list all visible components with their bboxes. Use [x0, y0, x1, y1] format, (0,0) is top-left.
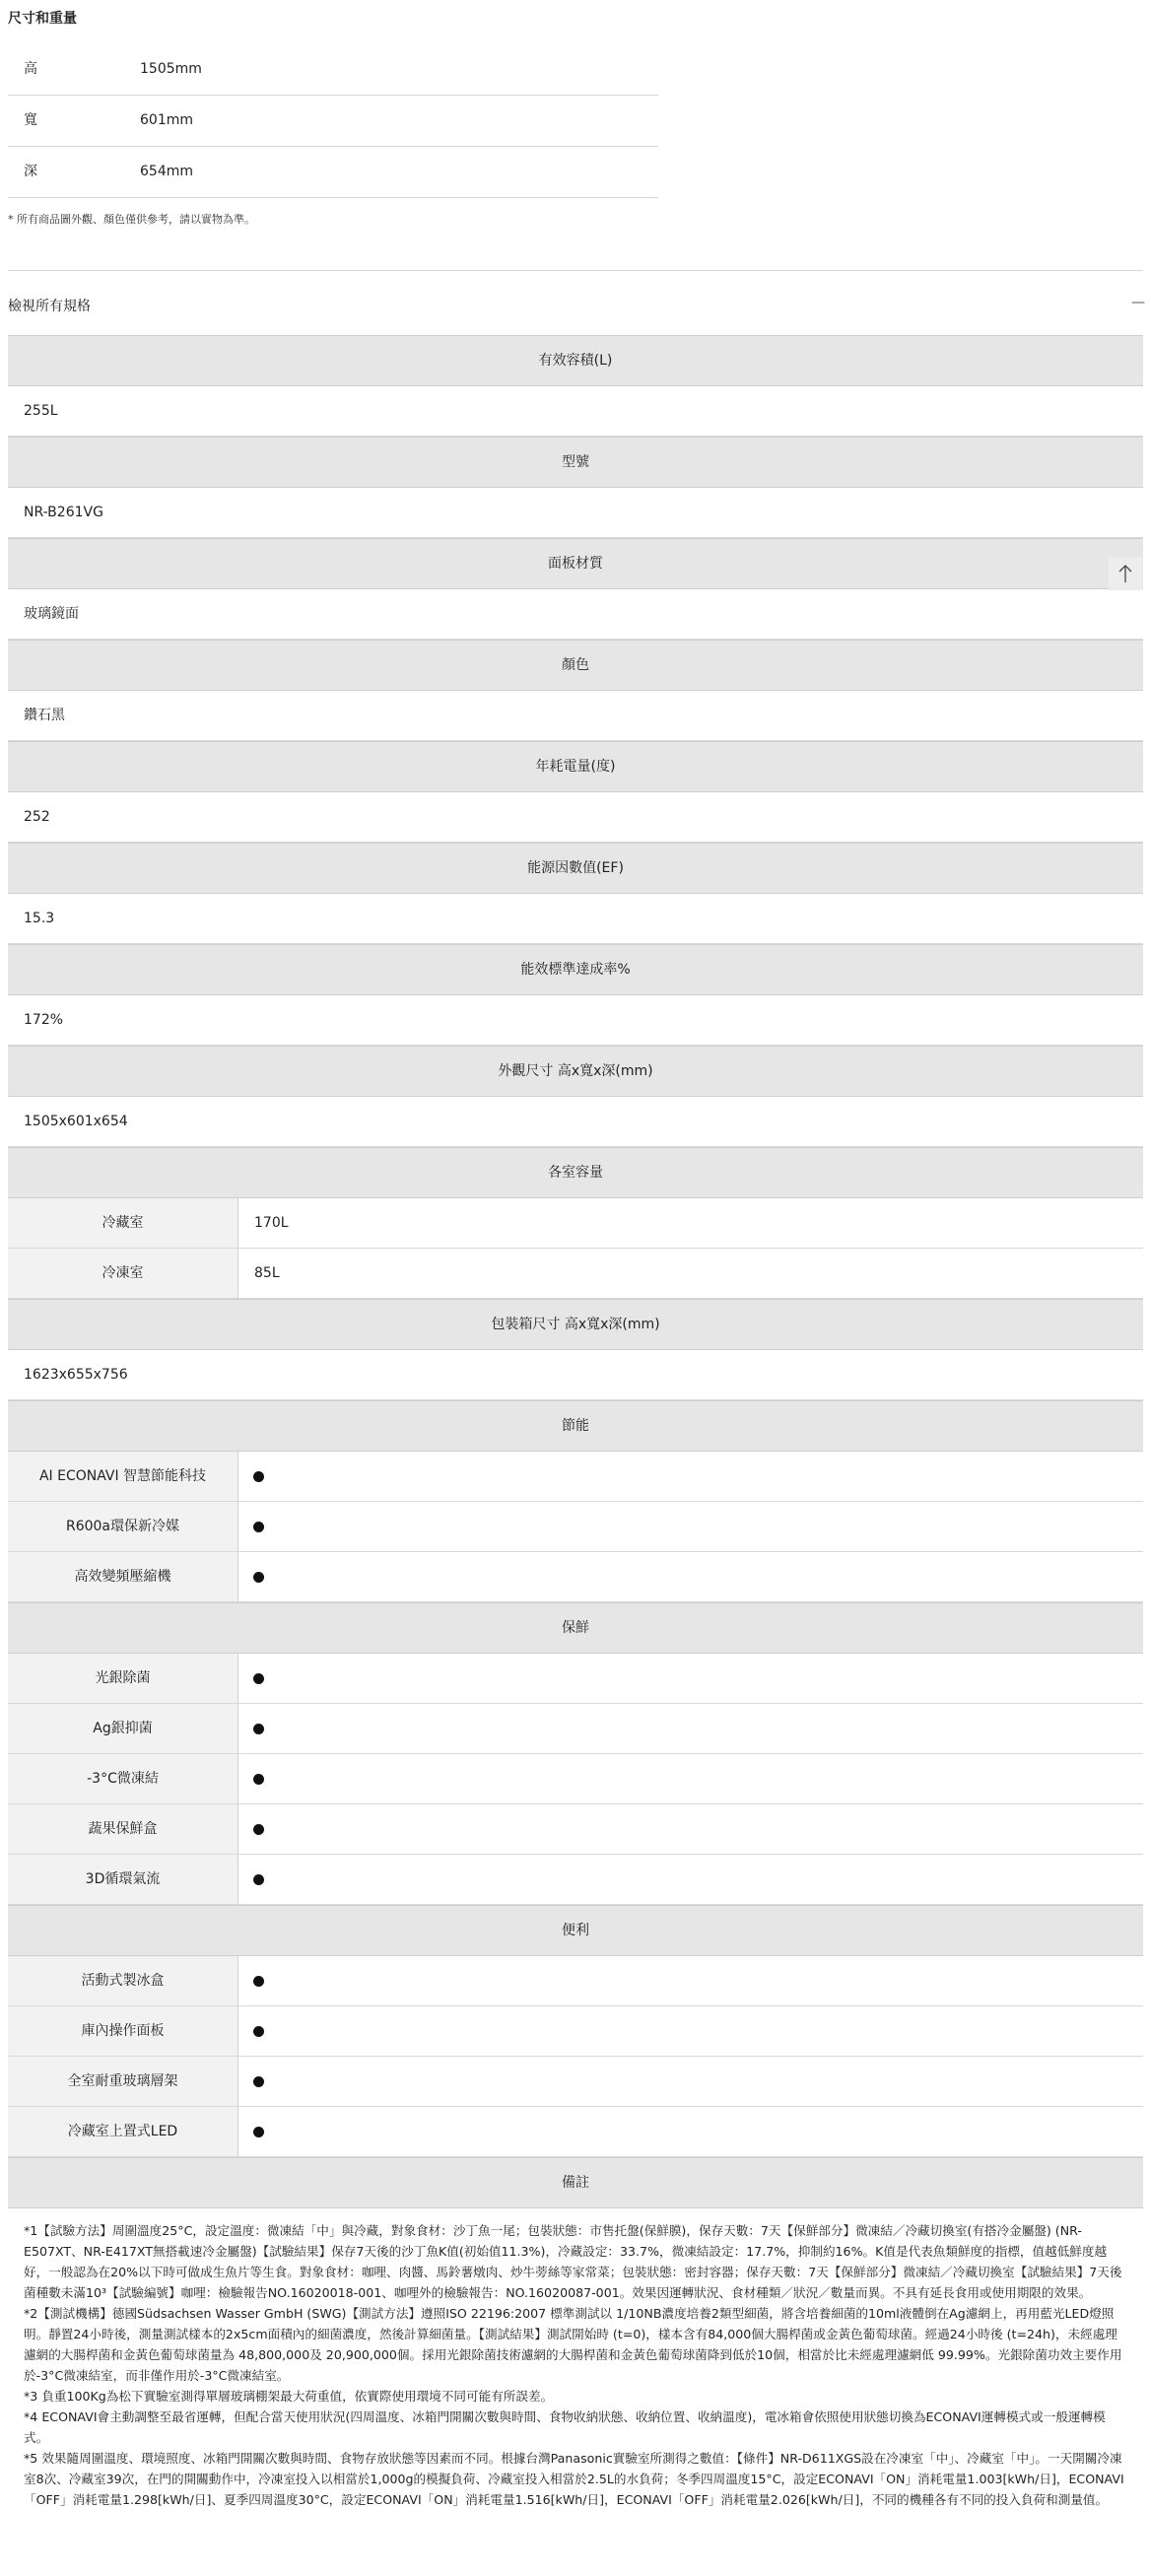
- spec-header: 型號: [8, 437, 1143, 488]
- feature-row: [8, 1552, 1143, 1602]
- feature-row: [8, 1654, 1143, 1704]
- feature-label: 活動式製冰盒: [8, 1956, 238, 2005]
- feature-label: -3°C微凍結: [8, 1754, 238, 1803]
- dimension-label: 高: [24, 61, 37, 77]
- dimension-value: 601mm: [140, 112, 193, 128]
- feature-label: AI ECONAVI 智慧節能科技: [8, 1452, 238, 1501]
- remark-note: *3 負重100Kg為松下實驗室測得單層玻璃棚架最大荷重值，依實際使用環境不同可能有所誤差。: [24, 2389, 554, 2404]
- feature-row: [8, 1704, 1143, 1754]
- spec-header: 外觀尺寸 高x寬x深(mm): [8, 1046, 1143, 1097]
- spec-header: 保鮮: [8, 1602, 1143, 1654]
- bullet-dot-icon: [253, 1572, 264, 1583]
- feature-row: [8, 2006, 1143, 2057]
- spec-value: 1623x655x756: [8, 1350, 1143, 1400]
- bullet-dot-icon: [253, 1724, 264, 1734]
- spec-header: 有效容積(L): [8, 335, 1143, 386]
- divider: [8, 270, 1143, 271]
- spec-header: 便利: [8, 1905, 1143, 1956]
- spec-header: 年耗電量(度): [8, 741, 1143, 792]
- dimension-label: 深: [24, 164, 37, 179]
- feature-label: 光銀除菌: [8, 1654, 238, 1703]
- feature-label: 庫內操作面板: [8, 2006, 238, 2056]
- spec-header: 能源因數值(EF): [8, 843, 1143, 894]
- spec-header: 備註: [8, 2157, 1143, 2208]
- spec-header: 節能: [8, 1400, 1143, 1452]
- spec-value: 15.3: [8, 894, 1143, 944]
- feature-label: 冷藏室上置式LED: [8, 2107, 238, 2156]
- capacity-label: 冷凍室: [8, 1249, 238, 1298]
- remark-note: *4 ECONAVI會主動調整至最省運轉，但配合當天使用狀況(四周溫度、冰箱門開關次數與時間、食物收納狀態、收納位置、收納溫度)，電冰箱會依照使用狀態切換為ECONAVI運轉模式或一般運轉模式。: [24, 2409, 1106, 2445]
- spec-value: 255L: [8, 386, 1143, 437]
- feature-row: [8, 2107, 1143, 2157]
- remark-note: *1【試驗方法】周圍溫度25°C，設定溫度：微凍結「中」與冷藏，對象食材：沙丁魚一尾；包裝狀態：市售托盤(保鮮膜)，保存天數：7天【保鮮部分】微凍結／冷藏切換室(有搭冷金屬盤) (NR-E507XT、NR-E417XT無搭載速冷金屬盤)【試驗結果】保存7天後的沙丁魚K值(初始值11.3%)，冷藏設定：33.7%，微凍結設定：17.7%，抑制約16%。K值是代表魚類鮮度的指標，值越低鮮度越好，一般認為在20%以下時可做成生魚片等生食。對象食材：咖哩、肉醬、馬鈴薯燉肉、炒牛蒡絲等家常菜；包裝狀態：密封容器；保存天數：7天【保鮮部分】微凍結／冷藏切換室【試驗結果】7天後菌種數未滿10³【試驗編號】咖哩：檢驗報告NO.16020018-001、咖哩外的檢驗報告：NO.16020087-001。效果因運轉狀況、食材種類／狀況／數量而異。不具有延長食用或使用期限的效果。: [24, 2223, 1122, 2300]
- feature-label: Ag銀抑菌: [8, 1704, 238, 1753]
- feature-row: [8, 1804, 1143, 1855]
- collapse-icon[interactable]: —: [1131, 295, 1145, 310]
- dimension-row-width: [8, 96, 658, 147]
- dimension-value: 654mm: [140, 164, 193, 179]
- view-all-specs-toggle[interactable]: 檢視所有規格: [8, 299, 91, 314]
- arrow-up-icon: [1117, 564, 1133, 583]
- feature-label: 蔬果保鮮盒: [8, 1804, 238, 1854]
- capacity-row: [8, 1198, 1143, 1249]
- feature-label: 高效變頻壓縮機: [8, 1552, 238, 1601]
- bullet-dot-icon: [253, 1471, 264, 1482]
- capacity-label: 冷藏室: [8, 1198, 238, 1248]
- dimension-value: 1505mm: [140, 61, 202, 77]
- capacity-row: [8, 1249, 1143, 1299]
- bullet-dot-icon: [253, 1522, 264, 1532]
- bullet-dot-icon: [253, 2026, 264, 2037]
- spec-value: 252: [8, 792, 1143, 843]
- remark-note: *5 效果隨周圍溫度、環境照度、冰箱門開關次數與時間、食物存放狀態等因素而不同。根據台灣Panasonic實驗室所測得之數值：【條件】NR-D611XGS設在冷凍室「中」、冷藏室「中」。一天開關冷凍室8次、冷藏室39次，在門的開關動作中，冷凍室投入以相當於1,000g的模擬負荷、冷藏室投入相當於2.5L的水負荷；冬季四周溫度15°C，設定ECONAVI「ON」消耗電量1.003[kWh/日]，ECONAVI「OFF」消耗電量1.298[kWh/日]、夏季四周溫度30°C，設定ECONAVI「ON」消耗電量1.516[kWh/日]，ECONAVI「OFF」消耗電量2.026[kWh/日]，不同的機種各有不同的投入負荷和測量值。: [24, 2451, 1124, 2507]
- feature-row: [8, 1502, 1143, 1552]
- image-disclaimer: * 所有商品圖外觀、顏色僅供參考，請以實物為準。: [8, 213, 255, 226]
- spec-header: 能效標準達成率%: [8, 944, 1143, 995]
- spec-value: 玻璃鏡面: [8, 589, 1143, 640]
- feature-row: [8, 1855, 1143, 1905]
- dimensions-title: 尺寸和重量: [8, 11, 77, 27]
- feature-row: [8, 2057, 1143, 2107]
- remarks-notes: [8, 2208, 1143, 2510]
- spec-header: 各室容量: [8, 1147, 1143, 1198]
- dimension-label: 寬: [24, 112, 37, 128]
- bullet-dot-icon: [253, 1874, 264, 1885]
- spec-value: 172%: [8, 995, 1143, 1046]
- spec-value: 鑽石黑: [8, 691, 1143, 741]
- dimension-row-height: [8, 44, 658, 96]
- bullet-dot-icon: [253, 1976, 264, 1987]
- bullet-dot-icon: [253, 2076, 264, 2087]
- feature-row: [8, 1452, 1143, 1502]
- feature-row: [8, 1754, 1143, 1804]
- bullet-dot-icon: [253, 1673, 264, 1684]
- dimension-row-depth: [8, 147, 658, 198]
- feature-label: R600a環保新冷媒: [8, 1502, 238, 1551]
- back-to-top-button[interactable]: [1109, 557, 1142, 590]
- bullet-dot-icon: [253, 1774, 264, 1785]
- spec-value: NR-B261VG: [8, 488, 1143, 538]
- bullet-dot-icon: [253, 2127, 264, 2137]
- feature-label: 全室耐重玻璃層架: [8, 2057, 238, 2106]
- remark-note: *2【測試機構】德國Südsachsen Wasser GmbH (SWG)【測試方法】遵照ISO 22196:2007 標準測試以 1/10NB濃度培養2類型細菌，將含培養細菌的10ml液體倒在Ag濾網上，再用藍光LED燈照明。靜置24小時後，測量測試樣本的2x5cm面積內的細菌濃度，然後計算細菌量。【測試結果】測試開始時 (t=0)，樣本含有84,000個大腸桿菌或金黃色葡萄球菌。經過24小時後 (t=24h)，未經處理濾網的大腸桿菌和金黃色葡萄球菌量為 48,800,000及 20,900,000個。採用光銀除菌技術濾網的大腸桿菌和金黃色葡萄球菌降到低於10個，相當於比未經處理濾網低 99.99%。光銀除菌功效主要作用於-3°C微凍結室，而非僅作用於-3°C微凍結室。: [24, 2306, 1122, 2383]
- spec-value: 1505x601x654: [8, 1097, 1143, 1147]
- spec-header: 顏色: [8, 640, 1143, 691]
- feature-label: 3D循環氣流: [8, 1855, 238, 1904]
- spec-header: 面板材質: [8, 538, 1143, 589]
- capacity-value: 170L: [254, 1215, 289, 1231]
- bullet-dot-icon: [253, 1824, 264, 1835]
- capacity-value: 85L: [254, 1265, 280, 1281]
- spec-header: 包裝箱尺寸 高x寬x深(mm): [8, 1299, 1143, 1350]
- feature-row: [8, 1956, 1143, 2006]
- spec-table: [8, 335, 1143, 2510]
